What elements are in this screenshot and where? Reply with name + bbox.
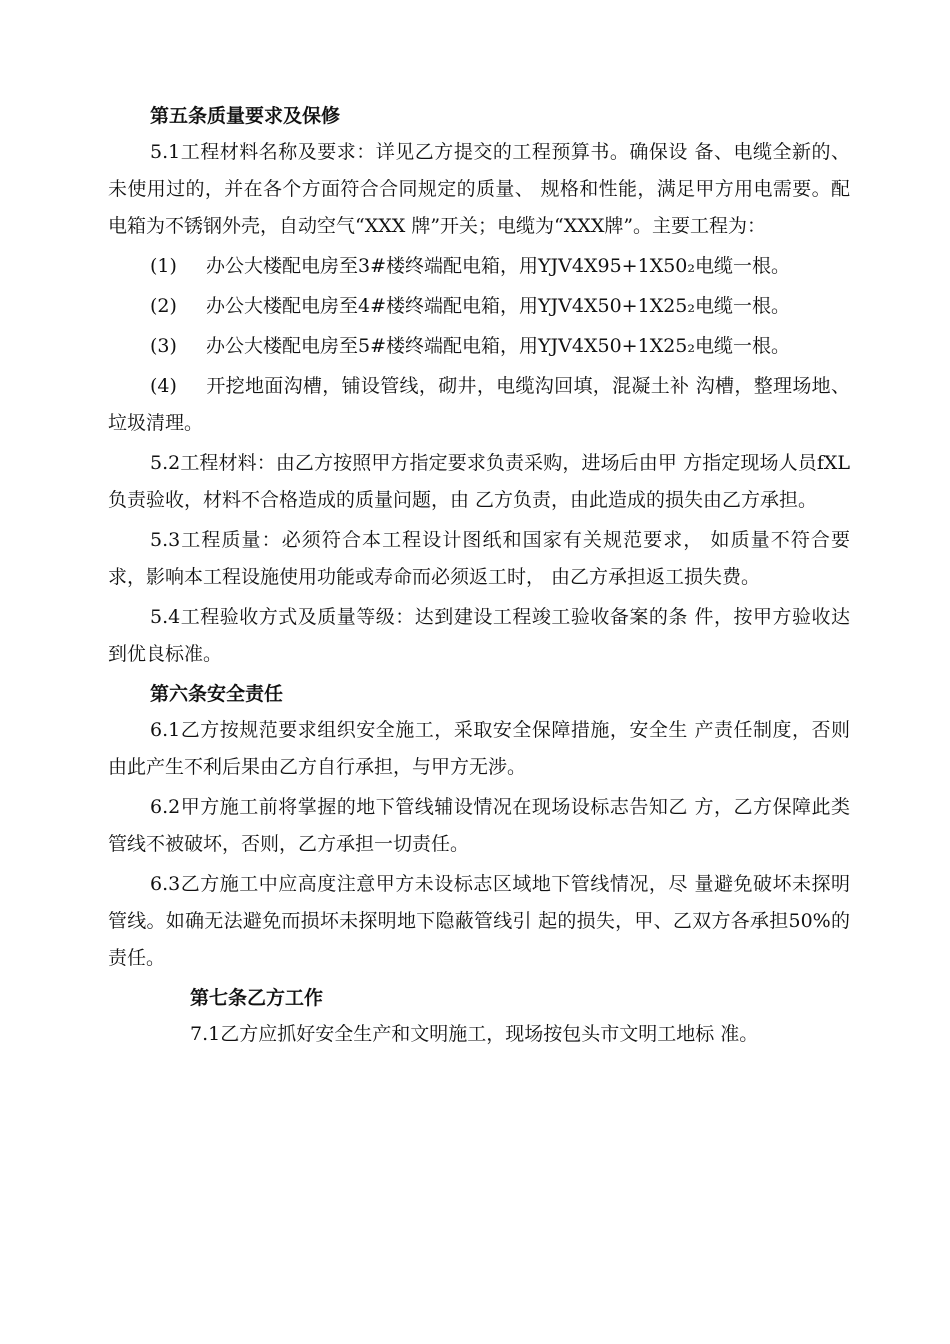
- list-item-number: (4): [150, 375, 177, 397]
- paragraph-6-1: 6.1乙方按规范要求组织安全施工，采取安全保障措施，安全生 产责任制度，否则由此产生不利后果由乙方自行承担，与甲方无涉。: [108, 719, 850, 778]
- list-item-number: (3): [150, 335, 177, 357]
- paragraph-5-2: 5.2工程材料：由乙方按照甲方指定要求负责采购，进场后由甲 方指定现场人员fXL负责验收，材料不合格造成的质量问题，由 乙方负责，由此造成的损失由乙方承担。: [108, 452, 850, 511]
- paragraph-5-1: 5.1工程材料名称及要求：详见乙方提交的工程预算书。确保设 备、电缆全新的、未使用过的，并在各个方面符合合同规定的质量、 规格和性能，满足甲方用电需要。配电箱为不锈钢外壳，自动空气“XXX 牌”开关；电缆为“XXX牌”。主要工程为：: [108, 141, 850, 237]
- list-item-text: 办公大楼配电房至5#楼终端配电箱，用YJV4X50+1X25₂电缆一根。: [206, 335, 791, 357]
- list-item-number: (2): [150, 295, 177, 317]
- list-item-text: 办公大楼配电房至4#楼终端配电箱，用YJV4X50+1X25₂电缆一根。: [206, 295, 791, 317]
- paragraph-6-3: 6.3乙方施工中应高度注意甲方未设标志区域地下管线情况，尽 量避免破坏未探明管线。如确无法避免而损坏未探明地下隐蔽管线引 起的损失，甲、乙双方各承担50%的责任。: [108, 873, 850, 969]
- list-item-text: 开挖地面沟槽，铺设管线，砌井，电缆沟回填，混凝土补 沟槽，整理场地、垃圾清理。: [108, 375, 850, 434]
- paragraph-5-4: 5.4工程验收方式及质量等级：达到建设工程竣工验收备案的条 件，按甲方验收达到优良标准。: [108, 606, 850, 665]
- list-item-3: [108, 328, 850, 365]
- list-item-number: (1): [150, 255, 177, 277]
- paragraph-6-2: 6.2甲方施工前将掌握的地下管线辅设情况在现场设标志告知乙 方，乙方保障此类管线不被破坏，否则，乙方承担一切责任。: [108, 796, 850, 855]
- list-item-1: [108, 248, 850, 285]
- paragraph-5-3: 5.3工程质量：必须符合本工程设计图纸和国家有关规范要求， 如质量不符合要求，影响本工程设施使用功能或寿命而必须返工时， 由乙方承担返工损失费。: [108, 529, 850, 588]
- section-heading-5: 第五条质量要求及保修: [150, 105, 341, 127]
- document-body: [108, 98, 850, 1056]
- list-item-4: [108, 368, 850, 442]
- list-item-text: 办公大楼配电房至3#楼终端配电箱，用YJV4X95+1X50₂电缆一根。: [206, 255, 791, 277]
- list-item-2: [108, 288, 850, 325]
- paragraph-7-1: 7.1乙方应抓好安全生产和文明施工，现场按包头市文明工地标 准。: [190, 1023, 759, 1045]
- section-heading-6: 第六条安全责任: [150, 683, 284, 705]
- section-heading-7: 第七条乙方工作: [190, 987, 324, 1009]
